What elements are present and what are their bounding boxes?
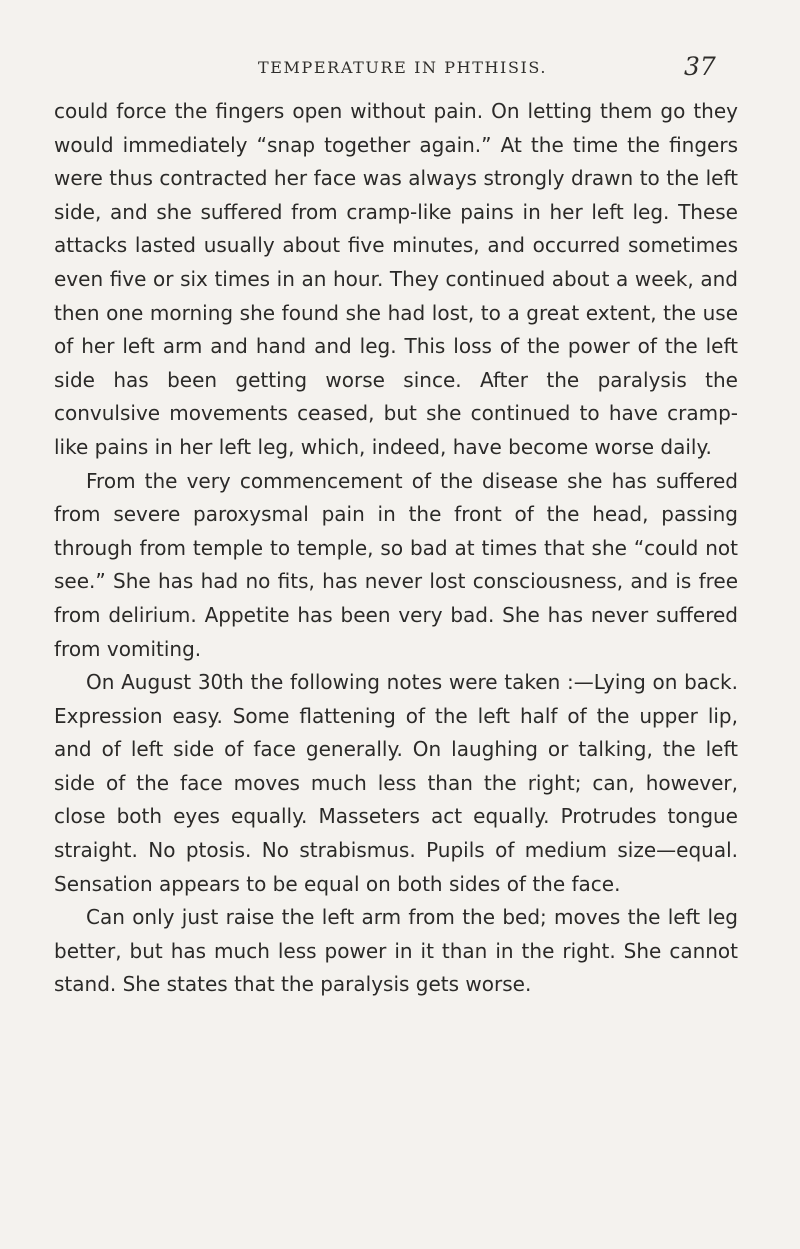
- paragraph-limb-power: Can only just raise the left arm from the bed; moves the left leg better, but has much less power in it than in the right. She cannot stand. She states that the paralysis gets worse.: [54, 905, 738, 997]
- paragraph-august-notes: On August 30th the following notes were taken :—Lying on back. Expression easy. Some flattening of the left half of the upper lip, and of left side of face generally. On laughing or talking, the left side of the face moves much less than the right; can, however, close both eyes equally. Masseters act equally. Protrudes tongue straight. No ptosis. No strabismus. Pupils of medium size—equal. Sensation appears to be equal on both sides of the face.: [54, 670, 738, 896]
- running-title: TEMPERATURE IN PHTHISIS.: [258, 58, 548, 77]
- page-number: 37: [684, 52, 716, 81]
- paragraph-continuation: could force the fingers open without pain. On letting them go they would immediately “snap together again.” At the time the fingers were thus contracted her face was always strongly drawn to the left side, and she suffered from cramp-like pains in her left leg. These attacks lasted usually about five minutes, and occurred sometimes even five or six times in an hour. They continued about a week, and then one morning she found she had lost, to a great extent, the use of her left arm and hand and leg. This loss of the power of the left side has been getting worse since. After the paralysis the convulsive movements ceased, but she continued to have cramp-like pains in her left leg, which, indeed, have become worse daily.: [54, 99, 738, 459]
- body-text: [54, 95, 738, 1002]
- paragraph-headache: From the very commencement of the disease she has suffered from severe paroxysmal pain in the front of the head, passing through from temple to temple, so bad at times that she “could not see.” She has had no fits, has never lost consciousness, and is free from delirium. Appetite has been very bad. She has never suffered from vomiting.: [54, 468, 738, 661]
